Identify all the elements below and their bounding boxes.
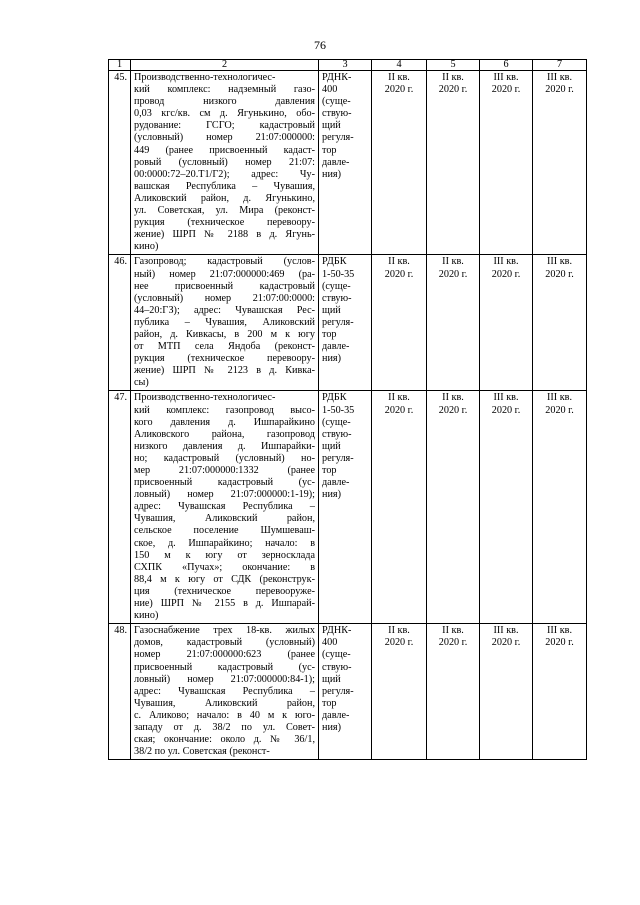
row-number: 45.: [109, 71, 131, 255]
description-line: 449 (ранее присвоенный кадаст-: [134, 144, 315, 156]
description-line: присвоенный кадастровый (ус-: [134, 661, 315, 673]
period-cell: II кв. 2020 г.: [427, 391, 480, 624]
description-line: кого давления д. Ишпарайкино: [134, 416, 315, 428]
description-line: провод низкого давления: [134, 96, 315, 108]
column-header: 1: [109, 60, 131, 71]
description-line: вашская Республика – Чувашия,: [134, 180, 315, 192]
description-line: ская; окончание: около д. № 36/1,: [134, 734, 315, 746]
description-line: кино): [134, 241, 159, 253]
description-line: ный) номер 21:07:000000:469 (ра-: [134, 268, 315, 280]
description-line: рукция (техническое перевоору-: [134, 353, 315, 365]
description-line: Газопровод; кадастровый (услов-: [134, 256, 315, 268]
description-line: 44–20:ГЗ); адрес: Чувашская Рес-: [134, 304, 315, 316]
object-description: [131, 255, 319, 391]
equipment-cell: РДНК- 400 (суще- ствую- щий регуля- тор давле- ния): [319, 624, 372, 760]
table-row: [109, 255, 587, 391]
period-cell: II кв. 2020 г.: [372, 71, 427, 255]
description-line: ловный) номер 21:07:000000:84-1);: [134, 673, 315, 685]
table-row: [109, 391, 587, 624]
period-cell: III кв. 2020 г.: [533, 71, 587, 255]
description-line: но; кадастровый (условный) но-: [134, 452, 315, 464]
description-line: Производственно-технологичес-: [134, 72, 276, 83]
description-line: ние) ШРП № 2155 в д. Ишпарай-: [134, 598, 315, 610]
description-line: публика – Чувашия, Аликовский: [134, 316, 315, 328]
description-line: ция (техническое перевооруже-: [134, 585, 315, 597]
description-line: 0,03 кгс/кв. см д. Ягунькино, обо-: [134, 108, 315, 120]
row-number: 48.: [109, 624, 131, 760]
column-header: 3: [319, 60, 372, 71]
equipment-cell: РДНК- 400 (суще- ствую- щий регуля- тор давле- ния): [319, 71, 372, 255]
description-line: (условный) номер 21:07:00:0000:: [134, 292, 315, 304]
description-line: сы): [134, 377, 149, 389]
description-line: рукция (техническое перевоору-: [134, 217, 315, 229]
row-number: 46.: [109, 255, 131, 391]
description-line: Аликовский район, д. Ягунькино,: [134, 192, 315, 204]
period-cell: II кв. 2020 г.: [372, 624, 427, 760]
period-cell: II кв. 2020 г.: [372, 255, 427, 391]
description-line: Чувашия, Аликовский район,: [134, 697, 315, 709]
column-header: 6: [480, 60, 533, 71]
description-line: кино): [134, 610, 159, 622]
equipment-cell: РДБК 1-50-35 (суще- ствую- щий регуля- тор давле- ния): [319, 391, 372, 624]
page-number: 76: [314, 38, 326, 52]
description-line: Производственно-технологичес-: [134, 392, 276, 404]
description-line: Чувашия, Аликовский район,: [134, 513, 315, 525]
description-line: ул. Советская, ул. Мира (реконст-: [134, 205, 315, 217]
description-line: 00:0000:72–20.Т1/Г2); адрес: Чу-: [134, 168, 315, 180]
description-line: Газоснабжение трех 18-кв. жилых: [134, 625, 315, 637]
object-description: [131, 391, 319, 624]
period-cell: II кв. 2020 г.: [427, 255, 480, 391]
object-description: [131, 624, 319, 760]
description-line: ровый (условный) номер 21:07:: [134, 156, 315, 168]
description-line: домов, кадастровый (условный): [134, 637, 315, 649]
description-line: низкого давления д. Ишпарайки-: [134, 440, 315, 452]
table-row: [109, 71, 587, 255]
period-cell: III кв. 2020 г.: [533, 624, 587, 760]
period-cell: III кв. 2020 г.: [533, 391, 587, 624]
description-line: адрес: Чувашская Республика –: [134, 501, 315, 513]
period-cell: II кв. 2020 г.: [427, 71, 480, 255]
period-cell: III кв. 2020 г.: [480, 255, 533, 391]
description-line: сельское поселение Шумшеваш-: [134, 525, 315, 537]
description-line: 88,4 м к югу от СДК (реконструк-: [134, 573, 315, 585]
description-line: рудование: ГСГО; кадастровый: [134, 120, 315, 132]
schedule-table: [108, 59, 587, 760]
description-line: ловный) номер 21:07:000000:1-19);: [134, 489, 315, 501]
column-header-row: [109, 60, 587, 71]
period-cell: III кв. 2020 г.: [480, 391, 533, 624]
description-line: нее присвоенный кадастровый: [134, 280, 315, 292]
row-number: 47.: [109, 391, 131, 624]
description-line: (условный) номер 21:07:000000:: [134, 132, 315, 144]
description-line: номер 21:07:000000:623 (ранее: [134, 649, 315, 661]
description-line: Аликовского района, газопровод: [134, 428, 315, 440]
description-line: западу от д. 38/2 по ул. Совет-: [134, 721, 315, 733]
period-cell: III кв. 2020 г.: [480, 624, 533, 760]
column-header: 5: [427, 60, 480, 71]
description-line: мер 21:07:000000:1332 (ранее: [134, 465, 315, 476]
description-line: присвоенный кадастровый (ус-: [134, 477, 315, 489]
column-header: 2: [131, 60, 319, 71]
description-line: СХПК «Пучах»; окончание: в: [134, 561, 315, 573]
object-description: [131, 71, 319, 255]
period-cell: III кв. 2020 г.: [533, 255, 587, 391]
description-line: жение) ШРП № 2123 в д. Кивка-: [134, 365, 315, 377]
description-line: кий комплекс: газопровод высо-: [134, 404, 315, 416]
table-row: [109, 624, 587, 760]
equipment-cell: РДБК 1-50-35 (суще- ствую- щий регуля- тор давле- ния): [319, 255, 372, 391]
period-cell: III кв. 2020 г.: [480, 71, 533, 255]
description-line: жение) ШРП № 2188 в д. Ягунь-: [134, 229, 315, 241]
column-header: 7: [533, 60, 587, 71]
description-line: кий комплекс: надземный газо-: [134, 84, 315, 96]
description-line: ское, д. Ишпарайкино; начало: в: [134, 537, 315, 549]
description-line: с. Аликово; начало: в 40 м к юго-: [134, 709, 315, 721]
description-line: адрес: Чувашская Республика –: [134, 685, 315, 697]
column-header: 4: [372, 60, 427, 71]
period-cell: II кв. 2020 г.: [427, 624, 480, 760]
period-cell: II кв. 2020 г.: [372, 391, 427, 624]
description-line: 150 м к югу от зерносклада: [134, 549, 315, 561]
description-line: район, д. Кивкасы, в 200 м к югу: [134, 328, 315, 340]
description-line: от МТП села Яндоба (реконст-: [134, 341, 315, 353]
description-line: 38/2 по ул. Советская (реконст-: [134, 746, 270, 758]
